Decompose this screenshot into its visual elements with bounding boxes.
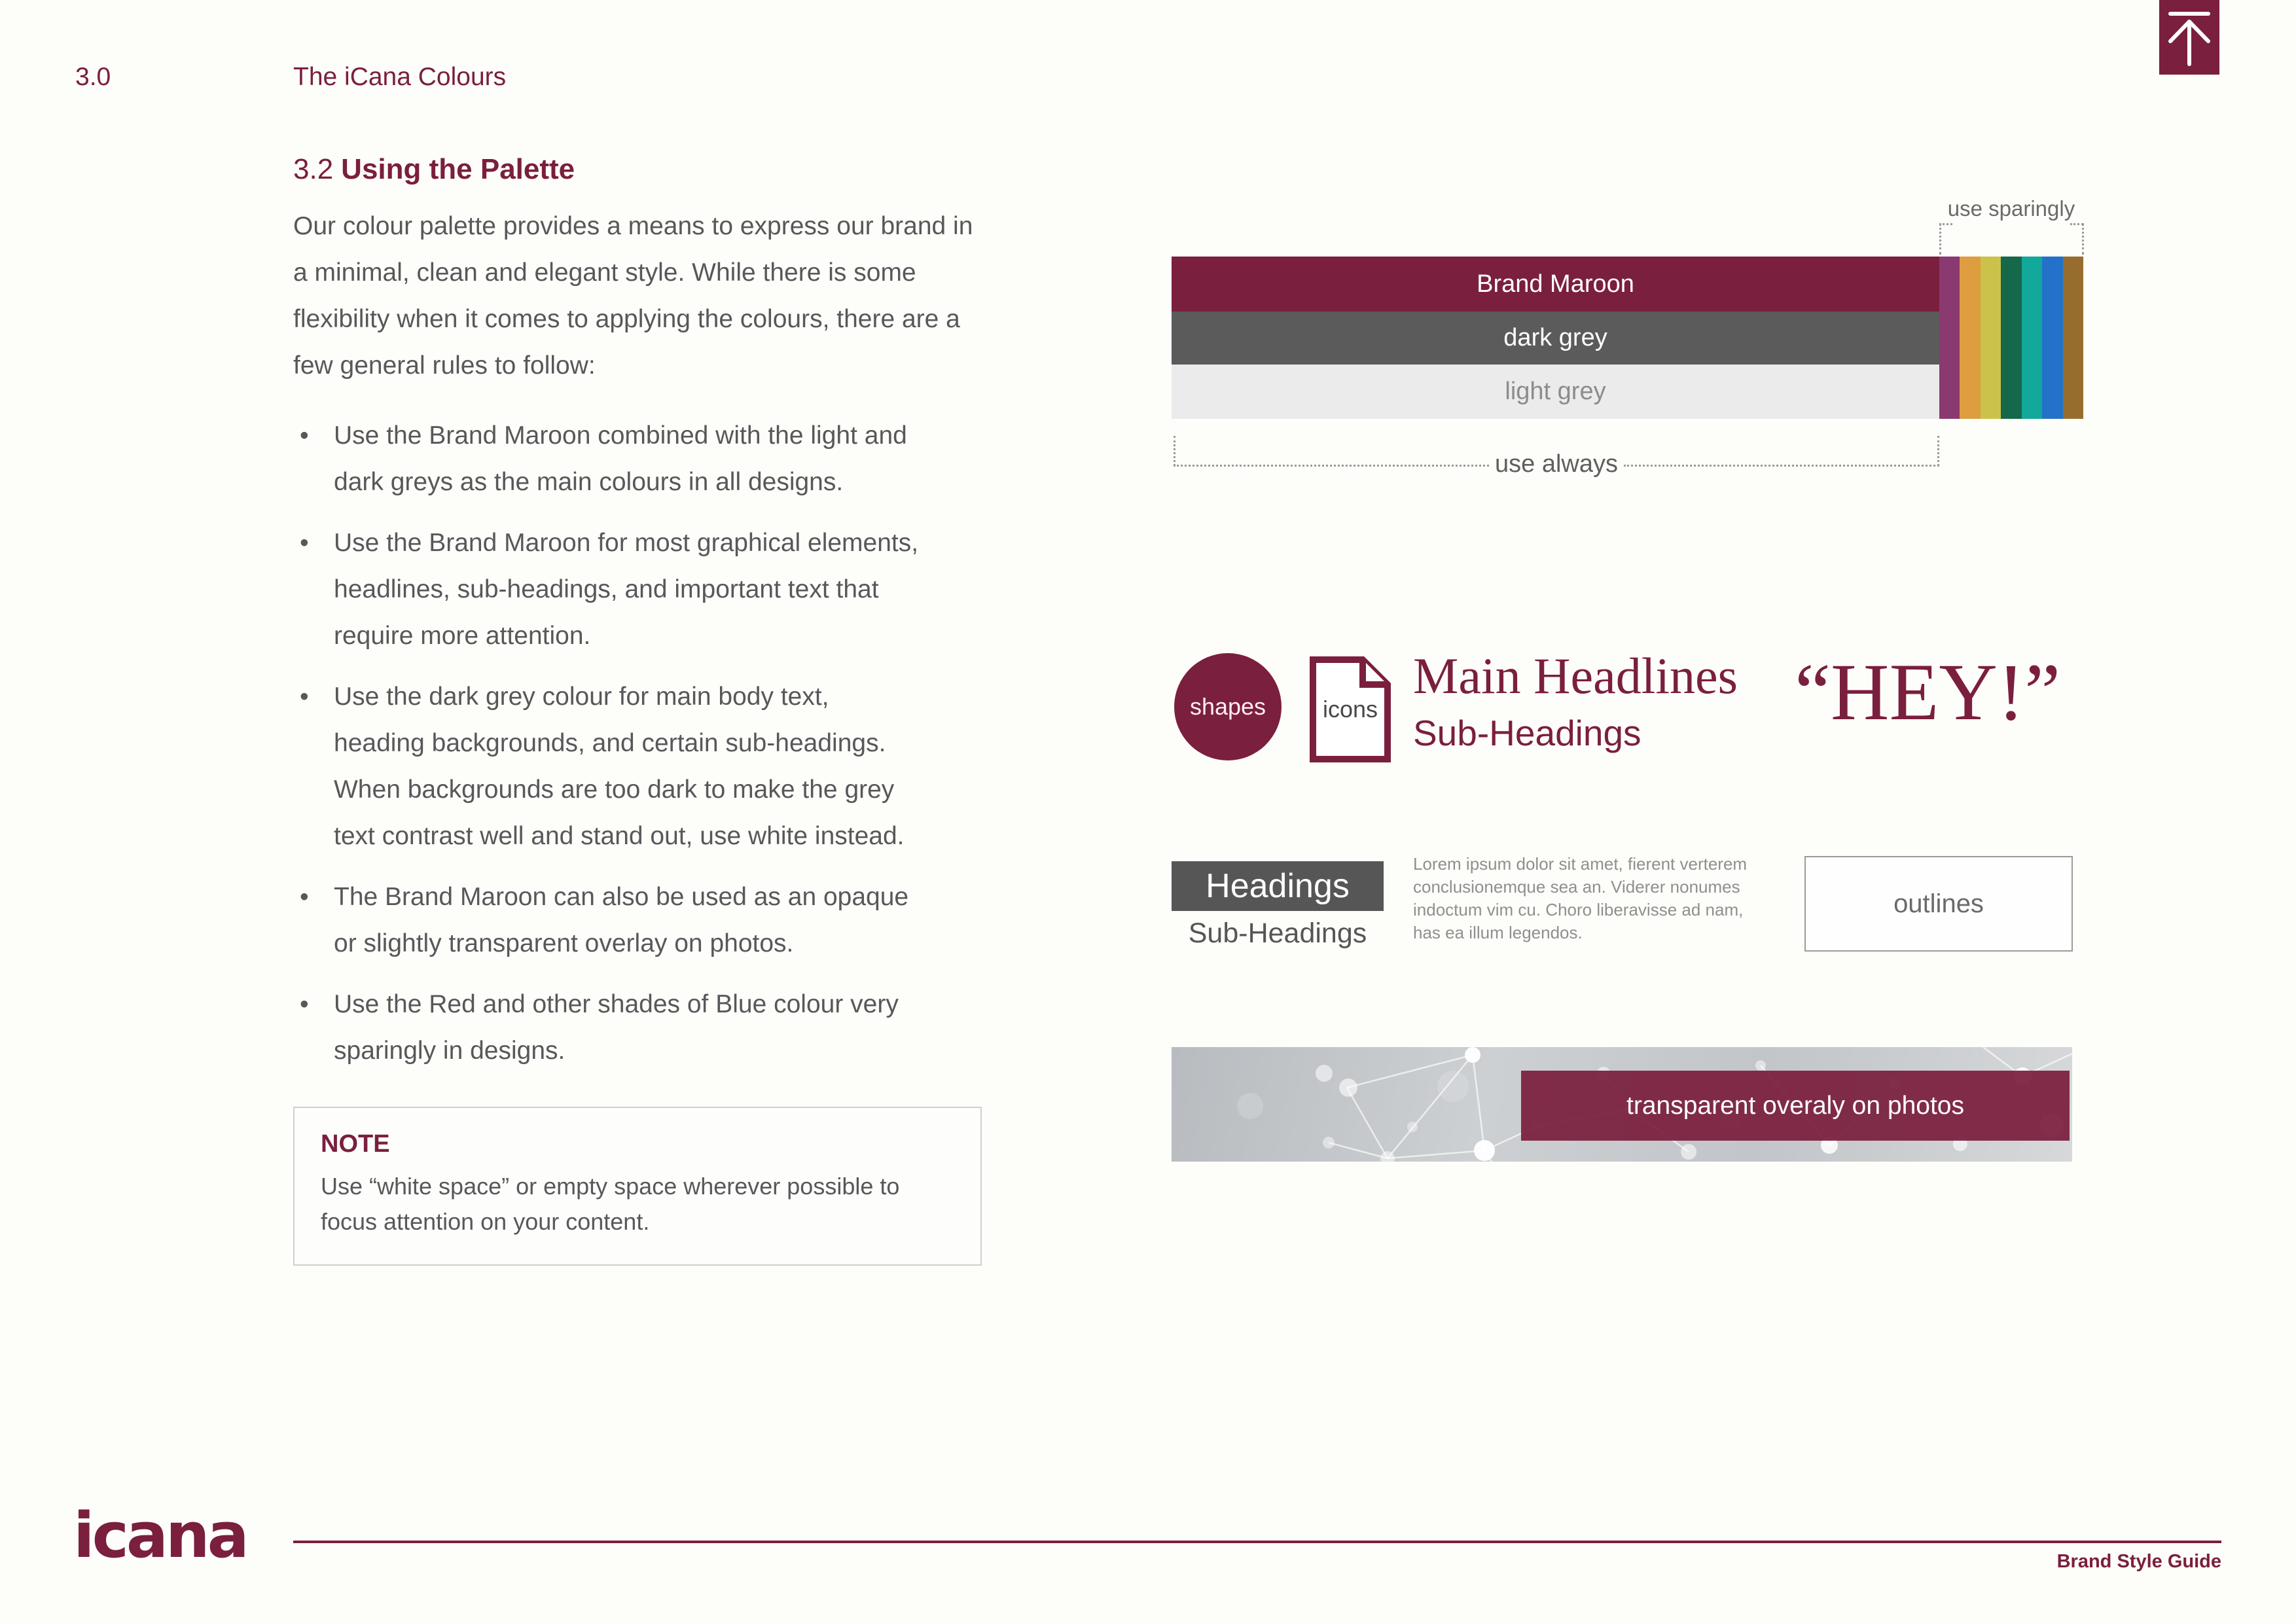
icons-sample-label: icons [1322,696,1378,722]
use-always-label: use always [1495,450,1618,478]
palette-bar-brand-maroon: Brand Maroon [1172,257,1939,312]
primary-colour-bars [1172,257,1939,419]
footer-divider [293,1541,2221,1543]
colour-rules-list [293,412,927,1074]
use-sparingly-bracket-right [2070,223,2083,225]
note-body: Use “white space” or empty space wherever possible to focus attention on your content. [321,1173,900,1235]
accent-stripe-7 [2063,257,2083,419]
palette-bar-dark-grey: dark grey [1172,312,1939,365]
use-always-line-right [1624,465,1939,467]
arrow-to-top-icon [2159,0,2219,75]
accent-stripe-6 [2042,257,2062,419]
use-sparingly-label: use sparingly [1947,196,2075,221]
hey-sample: “HEY!” [1795,647,2061,737]
shapes-sample-label: shapes [1189,693,1266,720]
rule-item-3: • Use the dark grey colour for main body text, heading backgrounds, and certain sub-headings. When backgrounds are too dark to make the grey text contrast well and stand out, use white instead. [293,673,927,859]
section-number: 3.0 [75,63,111,91]
icana-logo: icana [73,1500,247,1572]
palette-bar-light-grey: light grey [1172,365,1939,419]
accent-stripe-4 [2001,257,2021,419]
headings-box-label: Headings [1206,867,1350,905]
use-always-riser-right [1937,436,1939,466]
accent-stripe-5 [2022,257,2042,419]
rule-item-2: • Use the Brand Maroon for most graphical elements, headlines, sub-headings, and important text that require more attention. [293,520,927,659]
footer-doc-label: Brand Style Guide [2056,1551,2221,1572]
shapes-sample-circle [1174,653,1282,760]
note-title: NOTE [321,1130,390,1158]
maroon-photo-overlay [1521,1071,2070,1141]
use-always-riser-left [1174,436,1175,466]
network-photo [1172,1047,2072,1162]
accent-stripe-1 [1939,257,1960,419]
sub-headings-sample: Sub-Headings [1413,713,1641,753]
outlines-box-sample [1804,856,2073,952]
subsection-heading [293,153,982,186]
subsection-number: 3.2 [293,153,334,185]
lorem-body-sample: Lorem ipsum dolor sit amet, fierent verterem conclusionemque sea an. Viderer nonumes indoctum vim cu. Choro liberavisse ad nam, has ea illum legendos. [1413,854,1748,942]
content-column [293,153,982,1266]
accent-stripe-2 [1960,257,1980,419]
use-sparingly-riser-left [1939,223,1941,255]
use-always-line-left [1174,465,1489,467]
headings-box-sample [1172,861,1384,911]
document-icon [1308,654,1393,764]
accent-stripe-3 [1981,257,2001,419]
outlines-box-label: outlines [1893,889,1984,918]
note-box [293,1107,982,1266]
rule-item-4: • The Brand Maroon can also be used as an opaque or slightly transparent overlay on photos. [293,874,927,967]
rule-item-1: • Use the Brand Maroon combined with the light and dark greys as the main colours in all designs. [293,412,927,505]
rule-item-5: • Use the Red and other shades of Blue colour very sparingly in designs. [293,981,927,1074]
accent-colour-stripes [1939,257,2083,419]
sub-headings-grey-sample: Sub-Headings [1188,918,1367,949]
main-headlines-sample: Main Headlines [1413,647,1738,704]
use-sparingly-bracket-left [1939,223,1952,225]
use-sparingly-riser-right [2082,223,2084,255]
overlay-label: transparent overaly on photos [1626,1091,1964,1120]
section-title: The iCana Colours [293,63,507,91]
intro-paragraph: Our colour palette provides a means to express our brand in a minimal, clean and elegant style. While there is some flexibility when it comes to applying the colours, there are a few general rules to follow: [293,212,973,380]
subsection-title: Using the Palette [341,153,575,185]
back-to-top-button[interactable] [2159,0,2219,75]
